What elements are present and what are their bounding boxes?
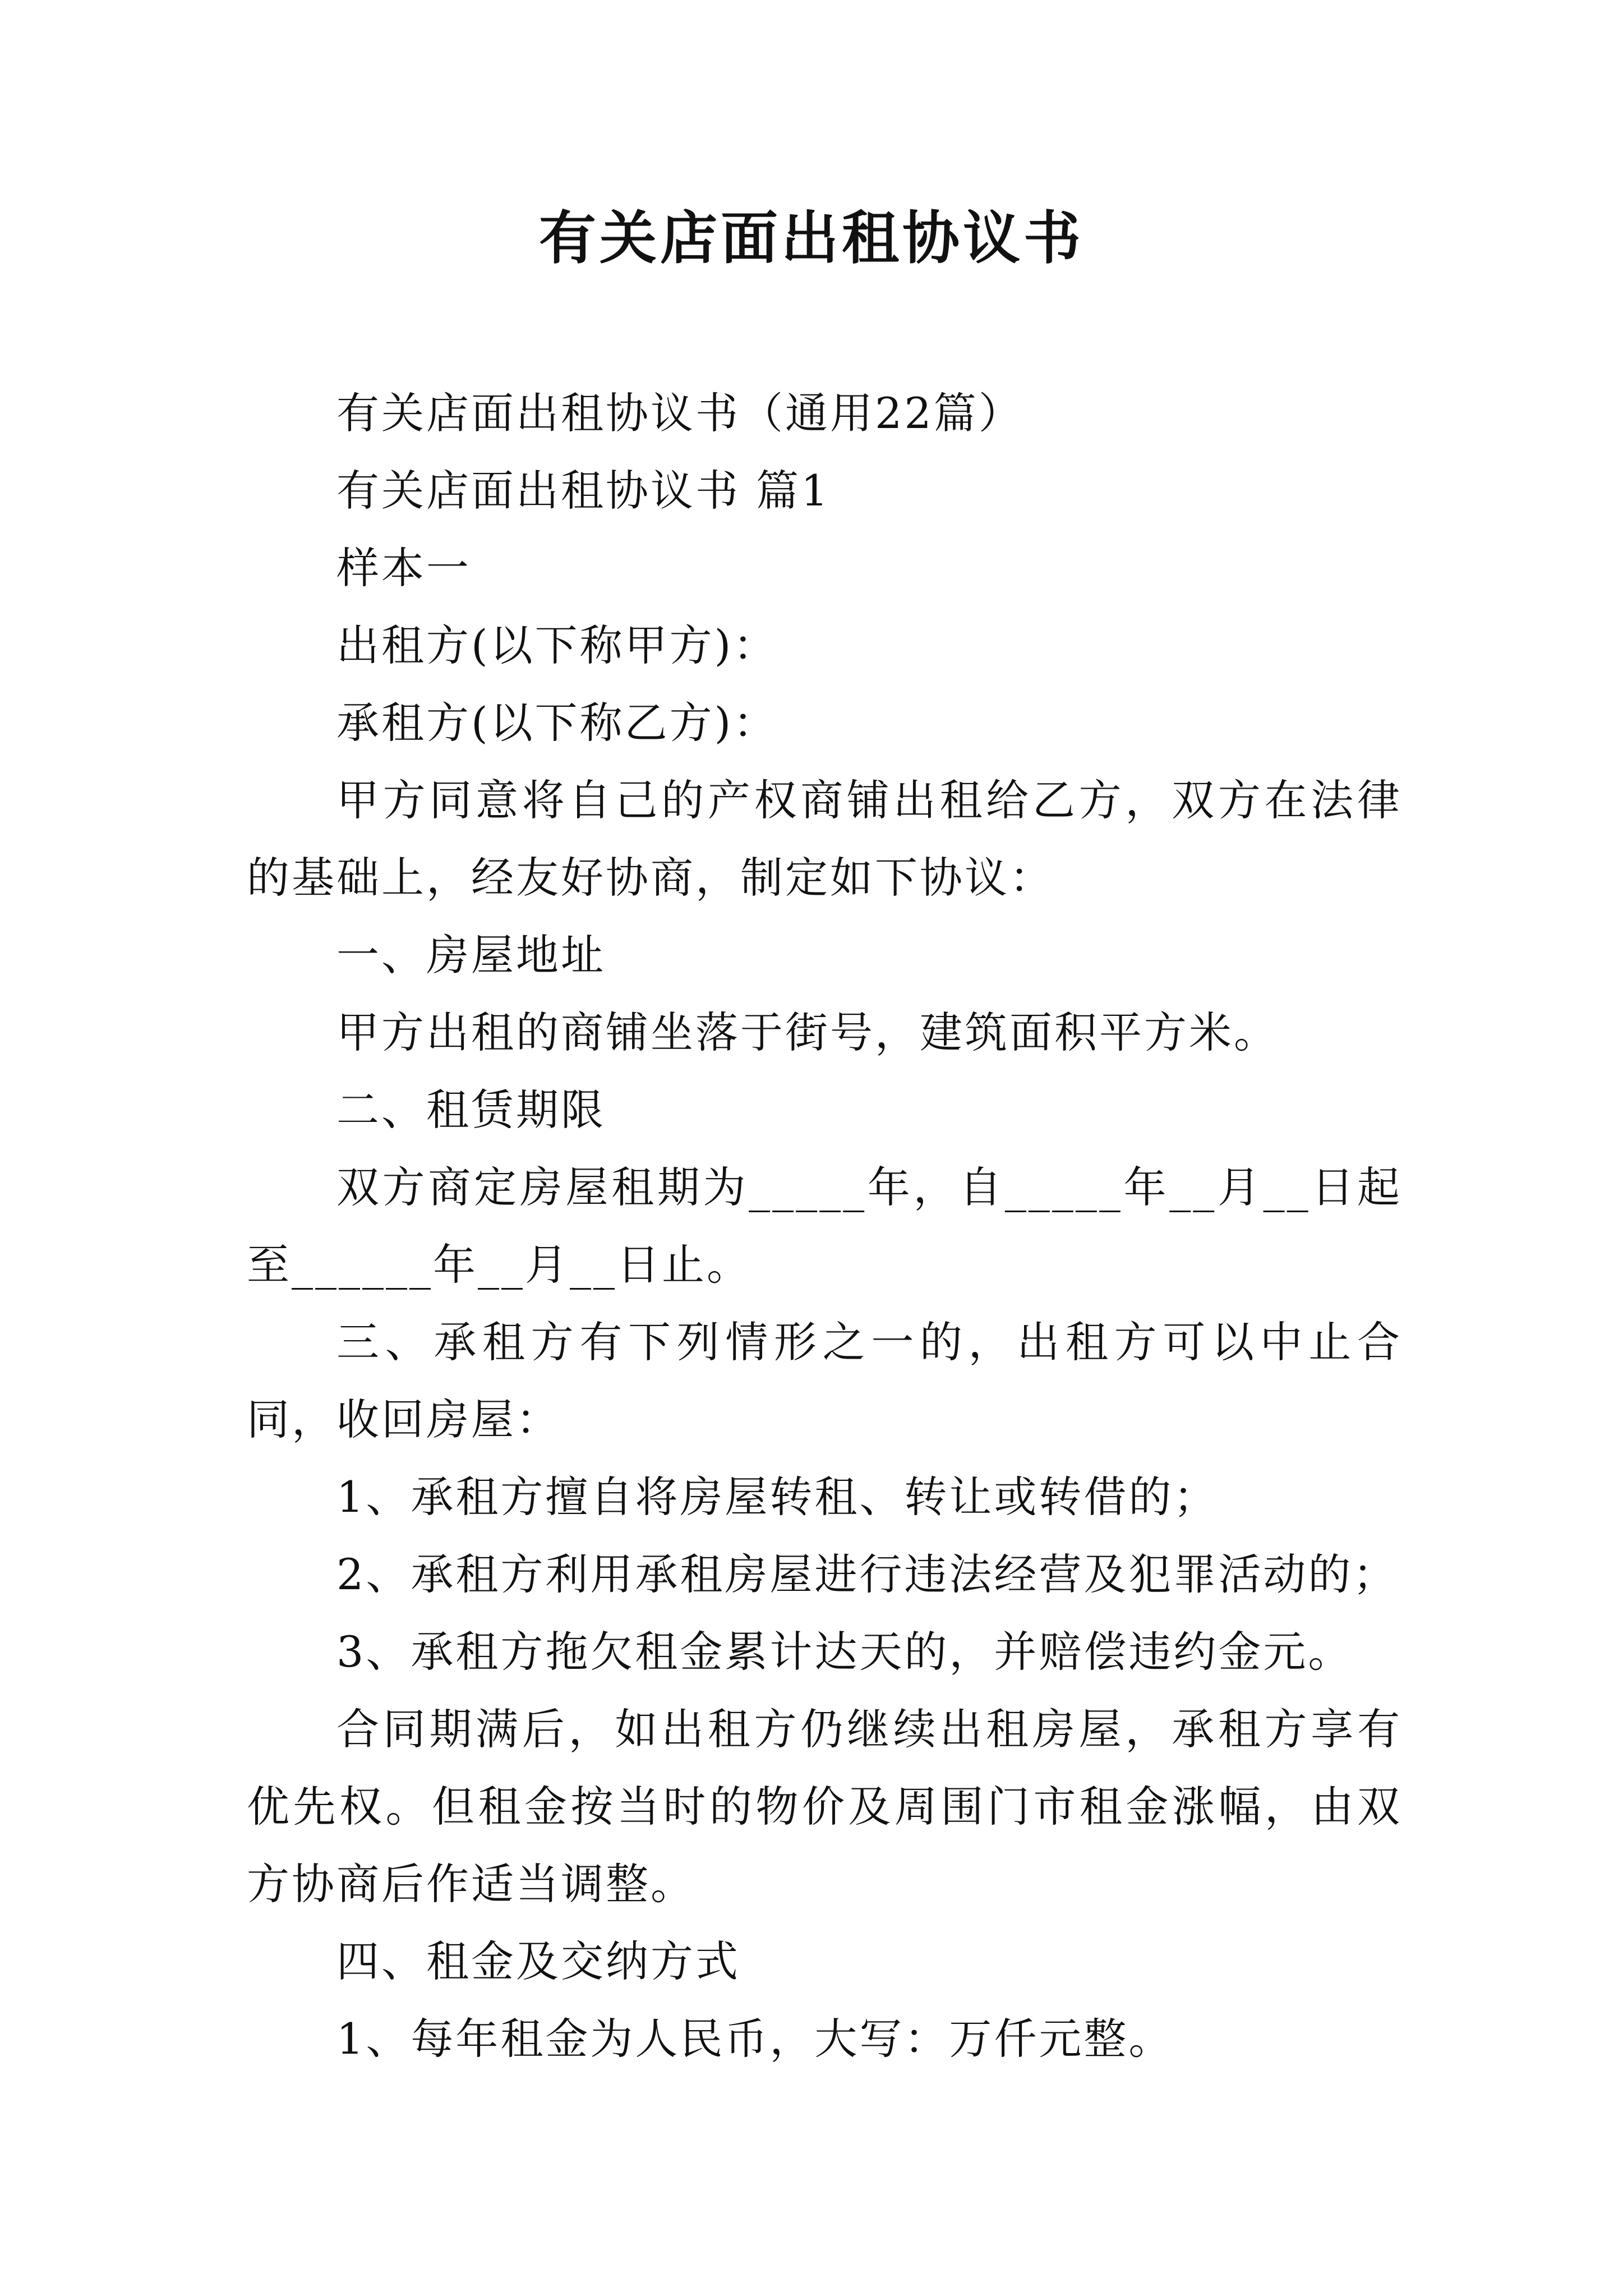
- paragraph-section-2-text: 双方商定房屋租期为_____年，自_____年__月__日起至______年__月__日止。: [247, 1162, 1402, 1290]
- paragraph-subtitle: 有关店面出租协议书（通用22篇）: [336, 388, 1023, 438]
- paragraph-item-2: 2、承租方利用承租房屋进行违法经营及犯罪活动的；: [336, 1549, 1398, 1599]
- paragraph-party-b: 承租方(以下称乙方)：: [336, 698, 778, 748]
- paragraph-renewal-terms: 合同期满后，如出租方仍继续出租房屋，承租方享有优先权。但租金按当时的物价及周围门市租金涨幅，由双方协商后作适当调整。: [247, 1704, 1402, 1909]
- paragraph-rent-amount: 1、每年租金为人民币，大写：万仟元整。: [336, 2014, 1174, 2064]
- paragraph-section-1-heading: 一、房屋地址: [336, 930, 606, 980]
- paragraph-section-1-text: 甲方出租的商铺坐落于街号，建筑面积平方米。: [336, 1007, 1279, 1057]
- paragraph-section-3-heading: 三、承租方有下列情形之一的，出租方可以中止合同，收回房屋：: [247, 1317, 1402, 1444]
- document-body: [247, 375, 1402, 2078]
- paragraph-chapter-heading: 有关店面出租协议书 篇1: [336, 466, 831, 516]
- paragraph-section-2-heading: 二、租赁期限: [336, 1085, 606, 1135]
- paragraph-section-4-heading: 四、租金及交纳方式: [336, 1936, 740, 1986]
- paragraph-agreement-intro: 甲方同意将自己的产权商铺出租给乙方，双方在法律的基础上，经友好协商，制定如下协议：: [247, 775, 1402, 903]
- paragraph-item-1: 1、承租方擅自将房屋转租、转让或转借的；: [336, 1472, 1219, 1522]
- paragraph-party-a: 出租方(以下称甲方)：: [336, 620, 778, 670]
- paragraph-sample-label: 样本一: [336, 543, 471, 593]
- paragraph-item-3: 3、承租方拖欠租金累计达天的，并赔偿违约金元。: [336, 1627, 1353, 1677]
- document-title: 有关店面出租协议书: [539, 205, 1084, 272]
